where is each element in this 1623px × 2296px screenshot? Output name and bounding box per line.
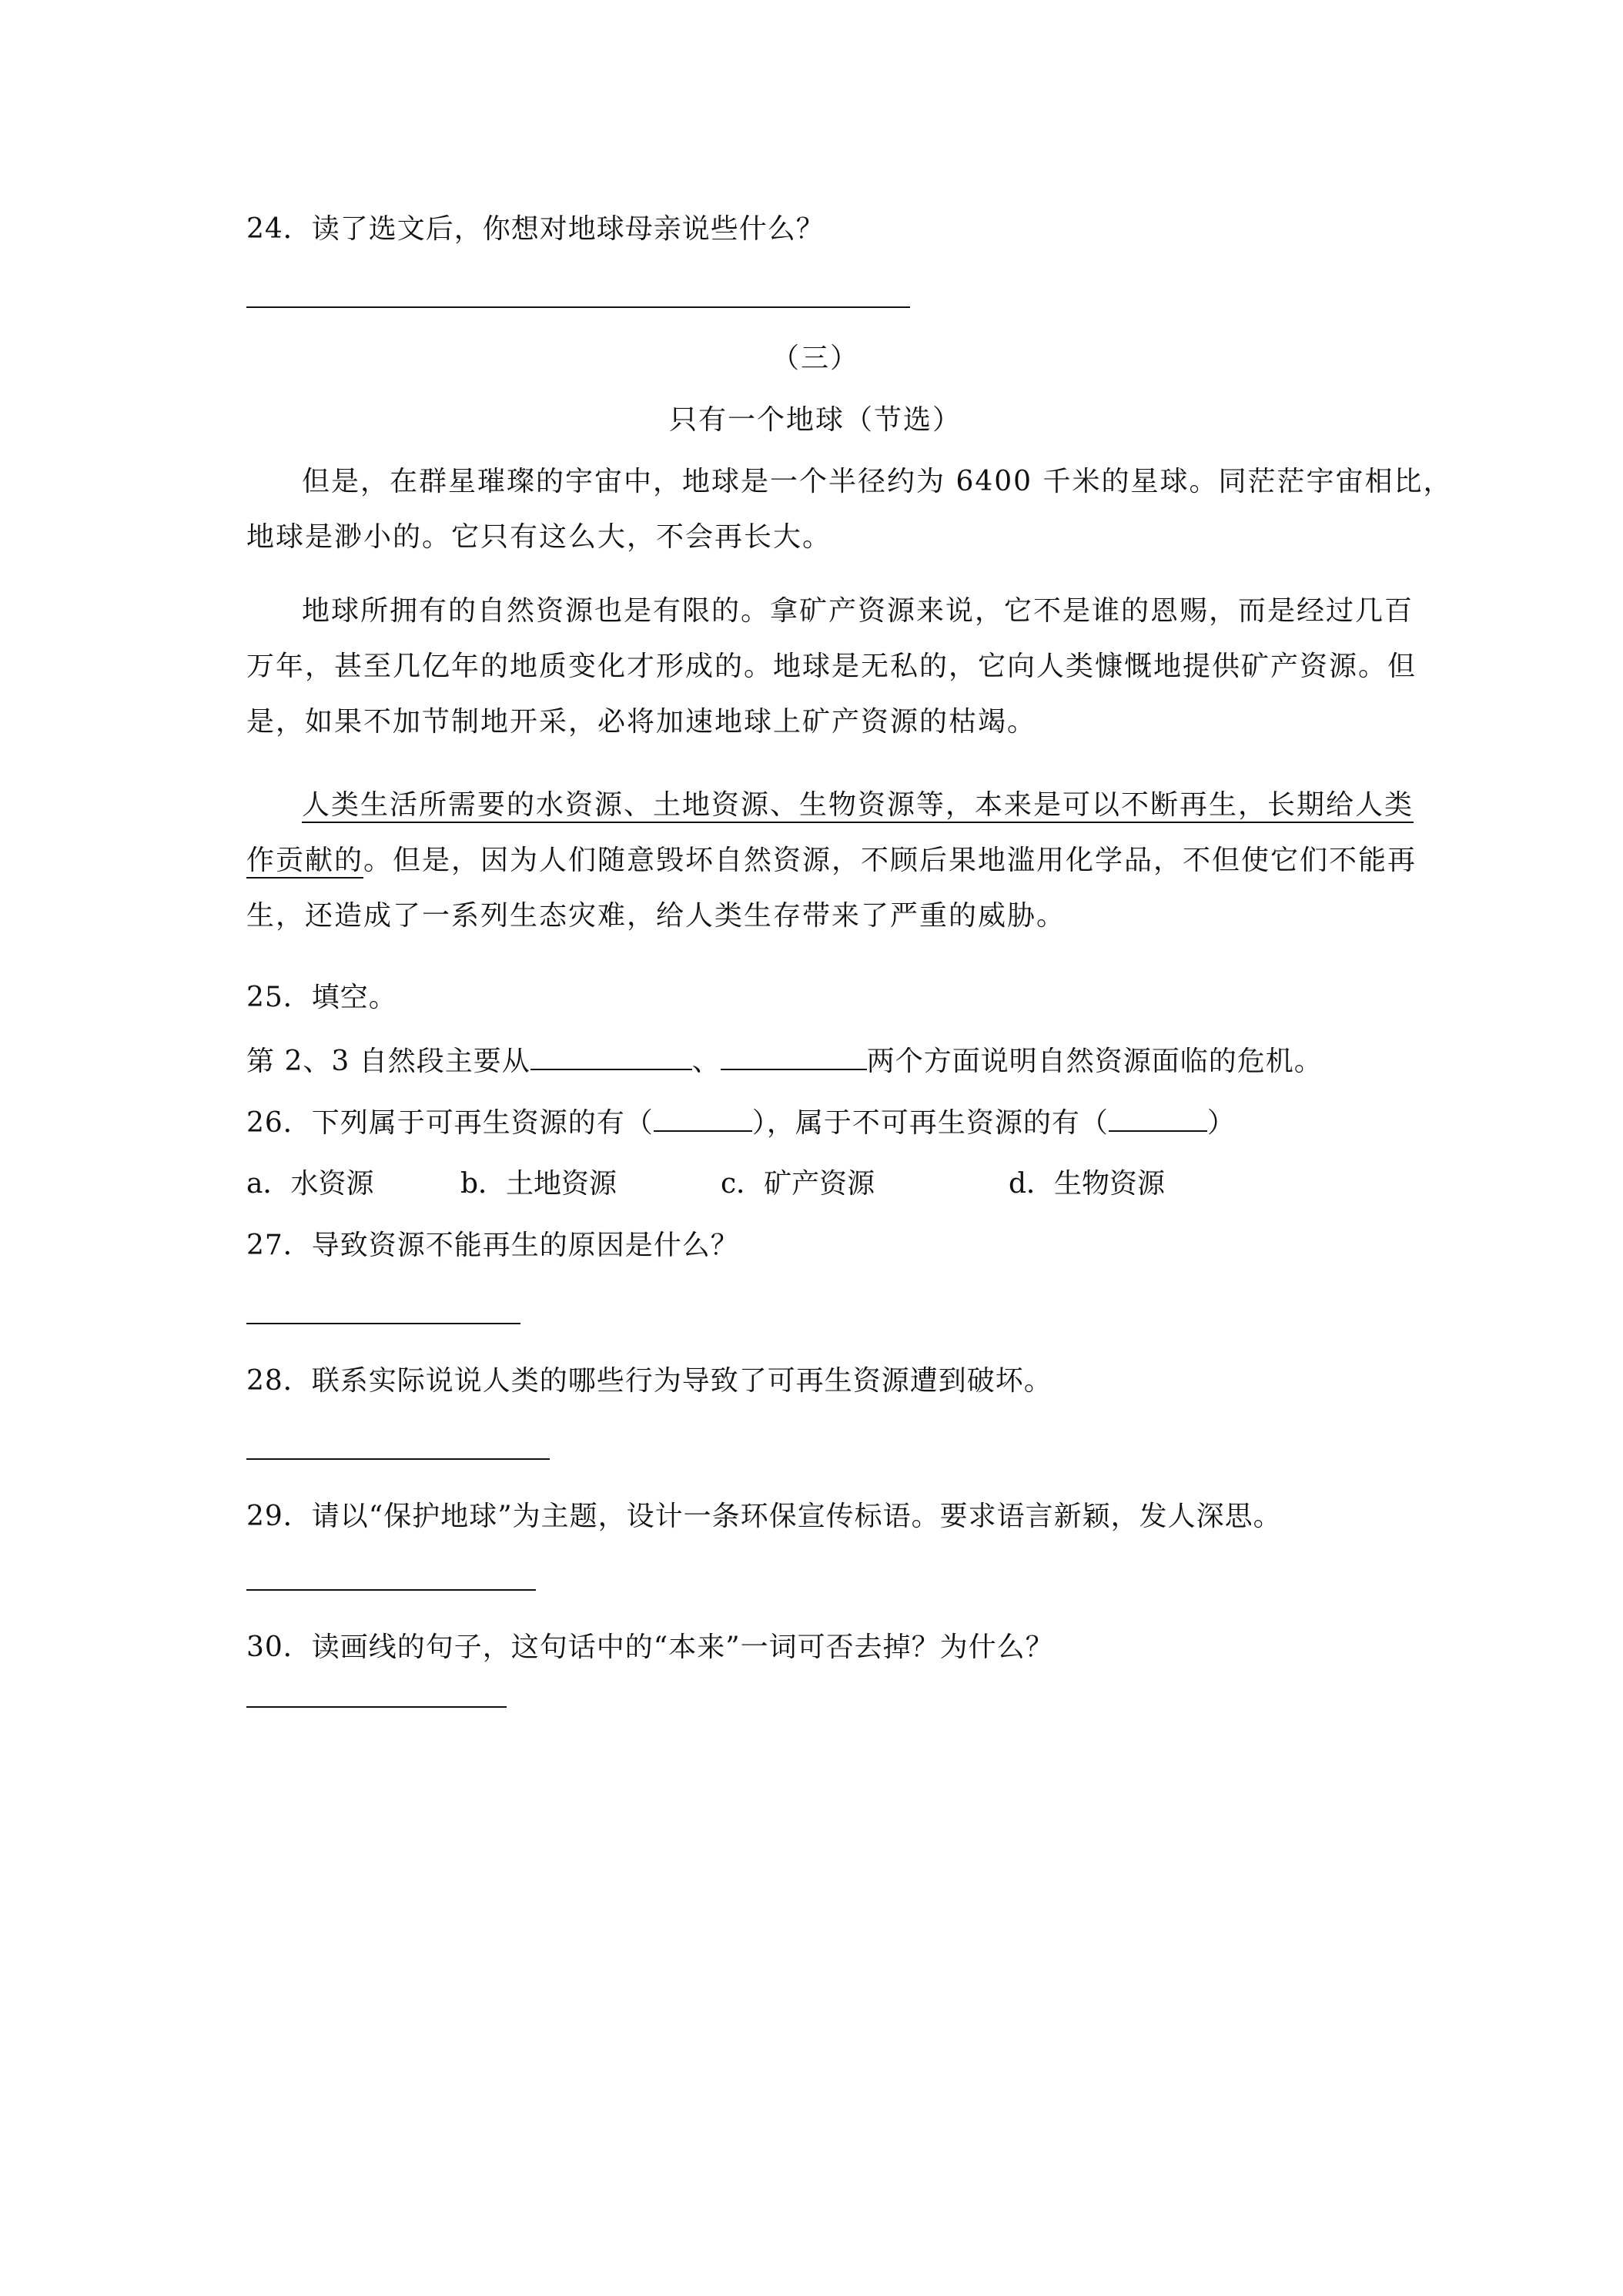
blank-25-2[interactable]	[721, 1041, 867, 1070]
answer-line-29[interactable]	[246, 1589, 536, 1591]
q25-suffix: 两个方面说明自然资源面临的危机。	[866, 1046, 1323, 1077]
question-25-fill	[246, 1041, 1323, 1080]
option-b: b．土地资源	[460, 1168, 617, 1200]
passage-title: 只有一个地球（节选）	[668, 404, 962, 436]
question-26	[246, 1103, 1236, 1142]
question-30: 30．读画线的句子，这句话中的“本来”一词可否去掉？为什么？	[246, 1632, 1054, 1663]
passage-line: 万年，甚至几亿年的地质变化才形成的。地球是无私的，它向人类慷慨地提供矿产资源。但	[246, 651, 1417, 682]
q26-part3: ）	[1206, 1107, 1236, 1139]
blank-26-nonrenewable[interactable]	[1109, 1103, 1207, 1132]
underlined-sentence: 人类生活所需要的水资源、土地资源、生物资源等，本来是可以不断再生，长期给人类	[302, 789, 1414, 821]
question-24: 24．读了选文后，你想对地球母亲说些什么？	[246, 213, 825, 245]
question-29: 29．请以“保护地球”为主题，设计一条环保宣传标语。要求语言新颖，发人深思。	[246, 1501, 1282, 1532]
passage-line: 生，还造成了一系列生态灾难，给人类生存带来了严重的威胁。	[246, 900, 1066, 932]
question-27: 27．导致资源不能再生的原因是什么？	[246, 1230, 739, 1261]
passage-paragraph-3	[246, 787, 1417, 935]
passage-line: 地球所拥有的自然资源也是有限的。拿矿产资源来说，它不是谁的恩赐，而是经过几百	[302, 595, 1414, 627]
question-28: 28．联系实际说说人类的哪些行为导致了可再生资源遭到破坏。	[246, 1365, 1052, 1397]
answer-line-27[interactable]	[246, 1323, 520, 1324]
option-c: c．矿产资源	[721, 1168, 875, 1200]
answer-line-30[interactable]	[246, 1706, 507, 1708]
passage-paragraph-2	[246, 593, 1417, 741]
passage-line	[246, 842, 1417, 879]
passage-paragraph-1	[246, 464, 1453, 556]
answer-line-28[interactable]	[246, 1458, 550, 1460]
underlined-sentence-end: 作贡献的	[246, 845, 364, 876]
passage-line: 但是，在群星璀璨的宇宙中，地球是一个半径约为 6400 千米的星球。同茫茫宇宙相比，	[302, 466, 1453, 497]
blank-26-renewable[interactable]	[654, 1103, 752, 1132]
question-25-title: 25．填空。	[246, 982, 397, 1013]
q25-separator: 、	[691, 1046, 721, 1077]
passage-line	[246, 787, 1414, 824]
passage-line: 是，如果不加节制地开采，必将加速地球上矿产资源的枯竭。	[246, 706, 1037, 738]
section-number: （三）	[771, 343, 859, 374]
passage-line: 地球是渺小的。它只有这么大，不会再长大。	[246, 521, 832, 553]
passage-text: 。但是，因为人们随意毁坏自然资源，不顾后果地滥用化学品，不但使它们不能再	[363, 845, 1417, 876]
q26-part2: ），属于不可再生资源的有（	[751, 1107, 1109, 1139]
answer-line-24[interactable]	[246, 306, 910, 308]
option-d: d．生物资源	[1009, 1168, 1166, 1200]
q25-prefix: 第 2、3 自然段主要从	[246, 1046, 530, 1077]
q26-part1: 26．下列属于可再生资源的有（	[246, 1107, 654, 1139]
blank-25-1[interactable]	[530, 1041, 692, 1070]
option-a: a．水资源	[246, 1168, 374, 1200]
